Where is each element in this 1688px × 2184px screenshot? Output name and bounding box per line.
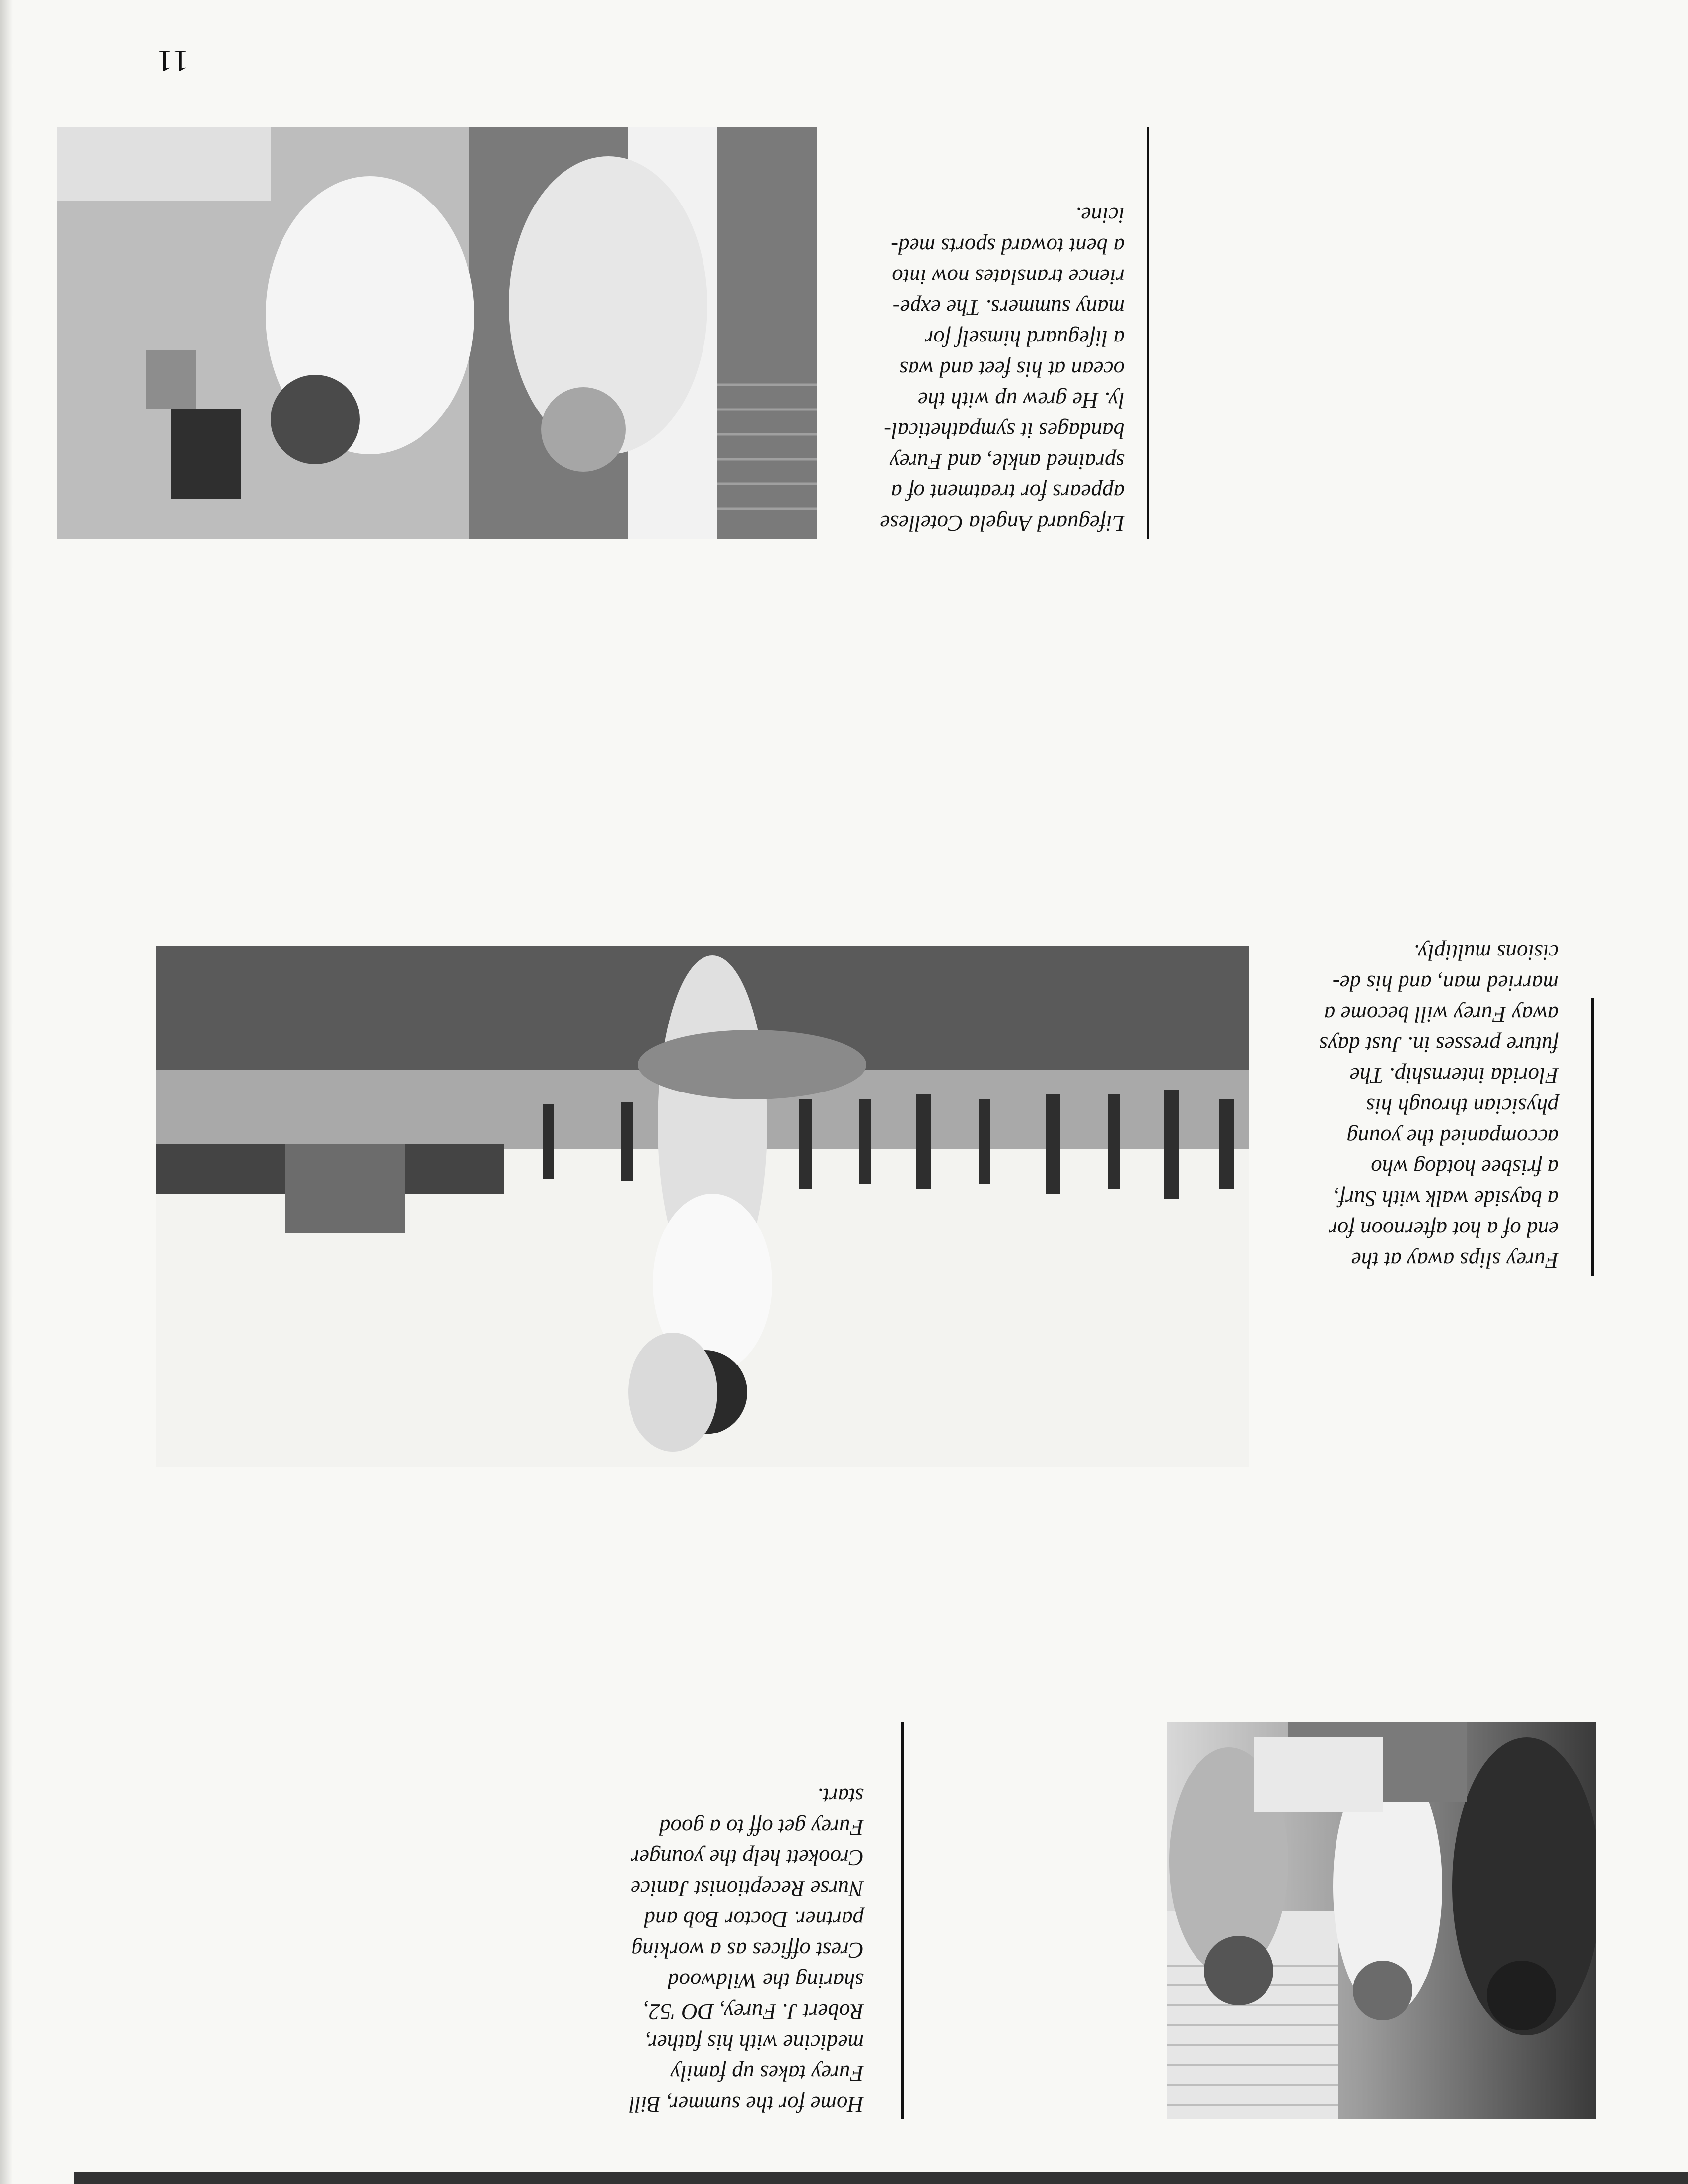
page-number: 11: [156, 44, 189, 79]
caption-rule-bayside: [1591, 998, 1594, 1276]
caption-rule-office: [901, 1722, 904, 2119]
binding-shadow: [0, 0, 13, 2184]
caption-office: Home for the summer, Bill Furey takes up family medicine with his father, Robert J. Furey, DO '52, sharing the Wildwood Crest offices as a working partner. Doctor Bob and Nurse Receptionist Janice Crookett help the younger Furey get off to a good start.: [629, 1784, 864, 2116]
photo-bayside: [156, 946, 1249, 1467]
photo-office: [1167, 1722, 1596, 2119]
caption-treatment: Lifeguard Angela Cotellese appears for treatment of a sprained ankle, and Furey bandages it sympathetical- ly. He grew up with the ocean at his feet and was a lifeguard himself for many summers. The expe- rience translates now into a bent toward sports med- icine.: [880, 203, 1125, 536]
photo-treatment: [57, 127, 817, 539]
caption-rule-treatment: [1147, 127, 1149, 539]
page-border: [74, 2172, 1688, 2184]
caption-bayside: Furey slips away at the end of a hot afternoon for a bayside walk with Surf, a frisbee hotdog who accompanied the young physician through his Florida internship. The future presses in. Just days away Furey will become a married man, and his de- cisions multiply.: [1319, 940, 1559, 1273]
